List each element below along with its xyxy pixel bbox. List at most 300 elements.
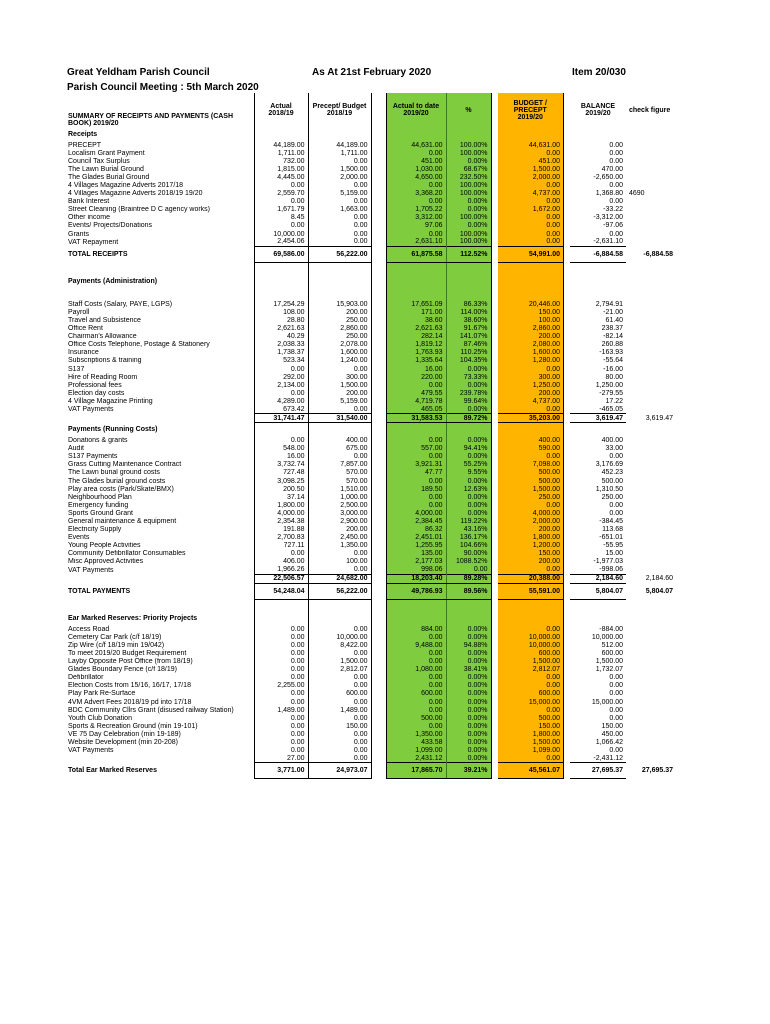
table-row [65,308,676,316]
actual-cell: 3,098.25 [254,477,308,485]
budget-cell: 1,800.00 [498,534,564,542]
precept-cell [308,423,371,437]
pct-cell [446,611,491,625]
spacer-cell [371,730,386,738]
table-row [65,517,676,525]
row-label: Layby Opposite Post Office (from 18/19) [68,658,193,666]
actual-cell: 0.00 [254,181,308,189]
row-label: Defibrillator [68,674,104,682]
actual-cell: 17,254.29 [254,300,308,308]
actual-cell: 40.29 [254,333,308,341]
spacer-cell [371,763,386,779]
row-label: Payroll [68,308,90,316]
row-label: Website Development (min 20-208) [68,738,178,746]
pct-cell: 0.00% [446,405,491,413]
precept-cell [308,262,371,274]
summary-table [65,93,676,779]
ytd-cell [386,423,446,437]
spacer-cell [371,181,386,189]
spacer-cell [371,558,386,566]
spacer-cell [371,599,386,611]
spacer-cell [371,690,386,698]
table-row [65,389,676,397]
table-row [65,542,676,550]
spacer-cell [371,611,386,625]
row-label: PRECEPT [68,141,102,149]
spacer-cell [371,550,386,558]
check-cell [626,381,676,389]
precept-cell: 0.00 [308,738,371,746]
spacer-cell [371,214,386,222]
item-number: Item 20/030 [572,67,626,78]
check-cell [626,437,676,445]
row-label: Cemetery Car Park (c/f 18/19) [68,633,162,641]
pct-cell: 0.00% [446,649,491,657]
actual-cell: 54,248.04 [254,583,308,599]
check-cell [626,611,676,625]
balance-cell: 3,619.47 [570,414,626,423]
balance-cell: 1,250.00 [595,381,623,389]
balance-cell: 0.00 [609,230,623,238]
actual-cell: 1,800.00 [254,501,308,509]
pct-cell: 104.35% [446,357,491,365]
check-cell [626,755,676,763]
actual-cell: 0.00 [254,658,308,666]
ytd-cell [386,599,446,611]
budget-cell: 10,000.00 [498,641,564,649]
spacer-cell [371,198,386,206]
check-cell [626,534,676,542]
budget-cell: 500.00 [498,477,564,485]
spacer-cell [371,157,386,165]
section-header-row [65,423,676,437]
balance-cell: -82.14 [603,333,623,341]
row-label: VAT Repayment [68,238,119,246]
actual-cell: 1,966.26 [254,566,308,574]
actual-cell: 2,255.00 [254,682,308,690]
precept-cell [308,611,371,625]
balance-cell: 0.00 [609,182,623,190]
precept-cell: 0.00 [308,222,371,230]
precept-cell: 0.00 [308,566,371,574]
check-cell [626,389,676,397]
budget-cell: 200.00 [498,558,564,566]
row-label: Chairman's Allowance [68,333,137,341]
check-cell [626,445,676,453]
actual-cell: 31,741.47 [254,414,308,423]
row-label: General maintenance & equipment [68,518,177,526]
pct-cell: 112.52% [446,246,491,262]
spacer-cell [371,357,386,365]
ytd-cell: 2,621.63 [386,325,446,333]
table-row [65,333,676,341]
table-row [65,437,676,445]
spacer-cell [371,405,386,413]
check-cell [626,373,676,381]
pct-cell: 38.60% [446,316,491,324]
actual-cell: 3,771.00 [254,763,308,779]
actual-cell [254,288,308,300]
pct-cell [446,262,491,274]
check-cell [626,230,676,238]
row-label: Professional fees [68,381,122,389]
pct-cell: 114.00% [446,308,491,316]
table-row [65,738,676,746]
table-row [65,141,676,149]
spacer-cell [371,738,386,746]
row-label: VAT Payments [68,566,114,574]
spacer-cell [371,288,386,300]
ytd-cell: 9,488.00 [386,641,446,649]
budget-cell: 4,000.00 [498,509,564,517]
precept-cell: 56,222.00 [308,583,371,599]
pct-cell [446,274,491,288]
row-label [65,599,254,611]
row-label: Play area costs (Park/Skate/BMX) [68,485,174,493]
row-label: Street Cleaning (Braintree D C agency works) [68,206,211,214]
as-at-date: As At 21st February 2020 [312,67,432,78]
precept-cell: 0.00 [308,747,371,755]
actual-cell: 292.00 [254,373,308,381]
ytd-cell [386,288,446,300]
check-cell [626,222,676,230]
balance-cell: 470.00 [601,165,623,173]
budget-cell: 20,388.00 [498,574,564,583]
row-label: Young People Activities [68,542,141,550]
actual-cell: 4,000.00 [254,509,308,517]
row-label: Community Defibrillator Consumables [68,550,186,558]
budget-cell [498,423,564,437]
precept-cell: 0.00 [308,674,371,682]
check-cell [626,341,676,349]
spacer-cell [371,477,386,485]
actual-cell: 27.00 [254,755,308,763]
pct-cell: 55.25% [446,461,491,469]
budget-cell: 1,099.00 [498,747,564,755]
balance-cell: 1,500.00 [595,658,623,666]
ytd-cell: 1,819.12 [386,341,446,349]
check-cell [626,157,676,165]
ytd-cell: 3,921.31 [386,461,446,469]
row-label: Localism Grant Payment [68,149,145,157]
row-label: VE 75 Day Celebration (min 19-189) [68,730,181,738]
spacer-cell [371,714,386,722]
pct-cell: 68.67% [446,165,491,173]
pct-cell: 90.00% [446,550,491,558]
balance-cell: 400.00 [601,437,623,445]
precept-cell: 2,450.00 [308,534,371,542]
precept-cell: 1,500.00 [308,165,371,173]
ytd-cell: 4,000.00 [386,509,446,517]
spacer-cell [371,165,386,173]
row-label: Misc Approved Activities [68,558,144,566]
spacer-cell [371,641,386,649]
balance-cell: -55.64 [603,357,623,365]
pct-cell: 100.00% [446,238,491,246]
row-label: Election day costs [68,389,125,397]
check-cell [626,423,676,437]
actual-cell: 8.45 [254,214,308,222]
table-row [65,550,676,558]
balance-cell: -163.93 [599,349,623,357]
table-row [65,730,676,738]
ytd-cell: 17,865.70 [386,763,446,779]
actual-cell: 406.00 [254,558,308,566]
spacer-cell [371,423,386,437]
spacer-row [65,599,676,611]
spacer-cell [371,349,386,357]
row-label: Grants [68,230,90,238]
balance-cell: 0.00 [609,747,623,755]
ytd-cell: 998.06 [386,566,446,574]
precept-cell: 0.00 [308,214,371,222]
check-cell [626,198,676,206]
table-row [65,461,676,469]
spacer-cell [371,381,386,389]
actual-cell: 69,586.00 [254,246,308,262]
ytd-cell: 86.32 [386,526,446,534]
budget-cell: 200.00 [498,526,564,534]
balance-cell: 0.00 [609,674,623,682]
budget-cell: 0.00 [498,198,564,206]
precept-cell: 8,422.00 [308,641,371,649]
actual-cell: 0.00 [254,747,308,755]
spacer-row [65,288,676,300]
budget-cell: 54,991.00 [498,246,564,262]
table-row [65,674,676,682]
table-row [65,485,676,493]
balance-cell: 33.00 [605,445,623,453]
row-label: Insurance [68,349,99,357]
table-row [65,397,676,405]
budget-cell: 0.00 [498,625,564,633]
check-header: check figure [629,106,671,114]
budget-cell: 1,200.00 [498,542,564,550]
table-row [65,181,676,189]
check-cell [626,238,676,246]
precept-cell: 10,000.00 [308,633,371,641]
check-cell: 4690 [629,190,645,198]
spacer-cell [371,755,386,763]
ytd-cell: 4,650.00 [386,173,446,181]
spacer-cell [371,373,386,381]
ytd-cell: 282.14 [386,333,446,341]
balance-cell: 15,000.00 [591,698,623,706]
row-label: 4 Villages Magazine Adverts 2018/19 19/20 [68,190,203,198]
check-cell [626,550,676,558]
actual-cell: 1,815.00 [254,165,308,173]
actual-cell: 0.00 [254,437,308,445]
table-row [65,625,676,633]
ytd-cell: 2,631.10 [386,238,446,246]
pct-cell: 0.00% [446,381,491,389]
budget-cell: 600.00 [498,690,564,698]
actual-cell: 4,445.00 [254,173,308,181]
ytd-cell: 0.00 [386,437,446,445]
precept-cell: 44,189.00 [308,141,371,149]
precept-cell: 150.00 [308,722,371,730]
budget-cell [498,274,564,288]
spacer-cell [371,127,386,141]
budget-cell: 10,000.00 [498,633,564,641]
precept-cell: 2,900.00 [308,517,371,525]
section-header-row [65,274,676,288]
spacer-cell [371,365,386,373]
precept-cell [308,127,371,141]
row-label [65,288,254,300]
balance-cell: 0.00 [609,706,623,714]
table-row [65,198,676,206]
check-cell: -6,884.58 [643,250,673,258]
row-label: Ear Marked Reserves: Priority Projects [68,614,198,622]
spacer-cell [371,173,386,181]
precept-cell: 570.00 [308,469,371,477]
balance-cell: -2,631.10 [593,238,623,246]
header-row [65,93,676,127]
row-label: 4 Village Magazine Printing [68,397,153,405]
row-label: Hire of Reading Room [68,373,138,381]
check-cell [626,493,676,501]
pct-cell [446,423,491,437]
row-label: Sports & Recreation Ground (min 19-101) [68,722,198,730]
precept-cell: 24,973.07 [308,763,371,779]
check-cell [626,300,676,308]
spacer-cell [371,625,386,633]
budget-cell: 500.00 [498,469,564,477]
spacer-cell [371,722,386,730]
budget-cell: 0.00 [498,501,564,509]
actual-cell: 0.00 [254,550,308,558]
pct-cell: 0.00% [446,493,491,501]
row-label: VAT Payments [68,747,114,755]
pct-cell: 89.56% [446,583,491,599]
check-cell [626,288,676,300]
budget-cell: 1,500.00 [498,485,564,493]
precept-cell: 400.00 [308,437,371,445]
row-label: Grass Cutting Maintenance Contract [68,461,182,469]
pct-cell [446,288,491,300]
section-header-row [65,127,676,141]
budget-cell: 150.00 [498,308,564,316]
precept-cell: 1,663.00 [308,206,371,214]
pct-cell: 0.00% [446,682,491,690]
ytd-cell: 31,583.53 [386,414,446,423]
precept-cell: 15,903.00 [308,300,371,308]
pct-cell: 0.00% [446,365,491,373]
precept-cell: 1,600.00 [308,349,371,357]
actual-cell: 16.00 [254,453,308,461]
actual-cell [254,599,308,611]
ytd-cell: 465.05 [386,405,446,413]
precept-cell: 0.00 [308,230,371,238]
precept-cell: 0.00 [308,238,371,246]
balance-cell: 15.00 [605,550,623,558]
precept-cell: 1,350.00 [308,542,371,550]
precept-header: Precept/ Budget 2018/19 [308,93,371,127]
check-cell [626,357,676,365]
pct-cell: 0.00% [446,453,491,461]
precept-cell: 0.00 [308,714,371,722]
ytd-cell: 2,384.45 [386,517,446,525]
precept-cell: 0.00 [308,649,371,657]
check-cell [626,165,676,173]
budget-cell: 20,446.00 [498,300,564,308]
pct-cell: 0.00% [446,706,491,714]
precept-cell: 5,159.00 [308,190,371,198]
table-row [65,445,676,453]
balance-cell: -1,977.03 [593,558,623,566]
spacer-cell [371,566,386,574]
precept-cell: 0.00 [308,405,371,413]
spacer-cell [371,453,386,461]
budget-cell: 1,250.00 [498,381,564,389]
precept-cell: 1,500.00 [308,381,371,389]
actual-cell: 0.00 [254,666,308,674]
precept-cell [308,599,371,611]
check-cell [626,141,676,149]
precept-cell: 1,711.00 [308,149,371,157]
check-cell [626,127,676,141]
actual-cell: 2,038.33 [254,341,308,349]
meeting-title: Parish Council Meeting : 5th March 2020 [67,82,259,93]
row-label: Neighbourhood Plan [68,493,132,501]
precept-cell: 675.00 [308,445,371,453]
check-cell [626,173,676,181]
spacer-cell [371,469,386,477]
pct-cell: 0.00% [446,674,491,682]
ytd-cell: 3,312.00 [386,214,446,222]
budget-cell: 150.00 [498,722,564,730]
check-cell [626,469,676,477]
precept-cell: 2,500.00 [308,501,371,509]
balance-cell: 113.68 [602,526,623,534]
pct-cell: 89.28% [446,574,491,583]
balance-cell [570,262,626,274]
balance-cell: -384.45 [599,518,623,526]
ytd-cell: 600.00 [386,690,446,698]
actual-cell [254,127,308,141]
table-row [65,755,676,763]
actual-cell: 732.00 [254,157,308,165]
spacer-cell [371,300,386,308]
spacer-cell [371,316,386,324]
balance-cell: 1,368.80 [595,190,623,198]
ytd-cell: 1,080.00 [386,666,446,674]
balance-cell: 3,176.69 [595,461,623,469]
check-cell [626,682,676,690]
actual-cell: 0.00 [254,625,308,633]
ytd-cell: 451.00 [386,157,446,165]
precept-cell: 1,500.00 [308,658,371,666]
ytd-cell: 38.60 [386,316,446,324]
check-cell [626,747,676,755]
ytd-cell: 189.50 [386,485,446,493]
precept-cell: 100.00 [308,558,371,566]
precept-cell: 200.00 [308,308,371,316]
pct-cell: 43.16% [446,526,491,534]
table-row [65,149,676,157]
table-row [65,698,676,706]
ytd-cell: 2,451.01 [386,534,446,542]
budget-cell: 200.00 [498,333,564,341]
precept-cell: 0.00 [308,730,371,738]
actual-cell: 1,671.79 [254,206,308,214]
spacer-cell [371,333,386,341]
precept-cell: 0.00 [308,181,371,189]
pct-cell: 0.00% [446,633,491,641]
precept-cell: 5,159.00 [308,397,371,405]
balance-cell: 250.00 [601,493,623,501]
